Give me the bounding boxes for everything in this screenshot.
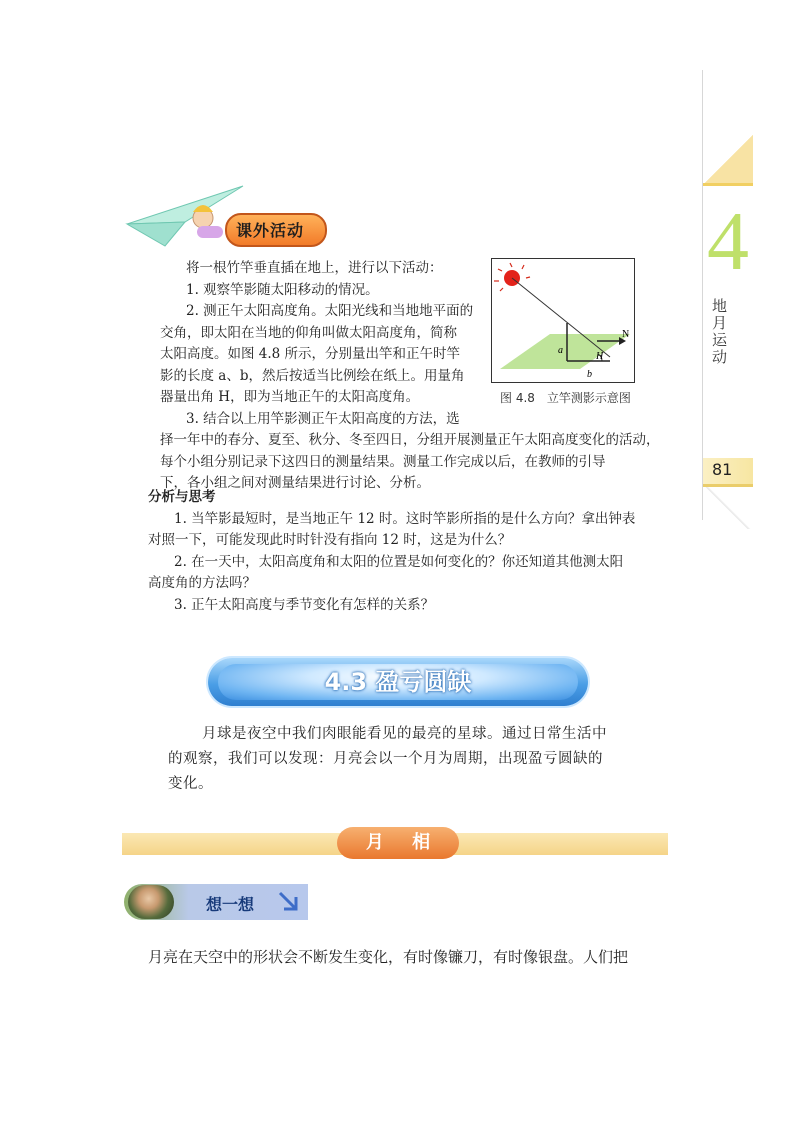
label-b: b xyxy=(587,369,592,380)
paper-plane-illustration xyxy=(125,182,245,252)
intro-line: 变化。 xyxy=(168,776,213,792)
intro-line: 月球是夜空中我们肉眼能看见的最亮的星球。通过日常生活中 xyxy=(202,726,607,742)
activity-body xyxy=(160,258,480,430)
activity-step-3-line: 3. 结合以上用竿影测正午太阳高度的方法，选 xyxy=(186,410,460,427)
activity-step-2-line: 交角，即太阳在当地的仰角叫做太阳高度角，简称 xyxy=(160,324,457,341)
moon-phase-heading: 月 相 xyxy=(365,832,431,853)
analysis-section xyxy=(148,487,708,616)
chapter-tab-bar xyxy=(703,183,753,186)
activity-step-3-line: 择一年中的春分、夏至、秋分、冬至四日，分组开展测量正午太阳高度变化的活动， xyxy=(160,432,660,448)
body-text-line: 月亮在天空中的形状会不断发生变化，有时像镰刀，有时像银盘。人们把 xyxy=(148,948,629,966)
activity-step-2-line: 器量出角 H，即为当地正午的太阳高度角。 xyxy=(160,389,420,405)
question-1-line: 对照一下，可能发现此时时针没有指向 12 时，这是为什么？ xyxy=(148,532,512,548)
page-number: 81 xyxy=(712,460,733,479)
question-1-line: 1. 当竿影最短时，是当地正午 12 时。这时竿影所指的是什么方向？拿出钟表 xyxy=(174,510,636,527)
page-corner-fold xyxy=(703,487,753,529)
question-2-line: 高度角的方法吗？ xyxy=(148,575,256,591)
chapter-number: 4 xyxy=(707,195,749,288)
label-N: N xyxy=(622,329,630,340)
question-2-line: 2. 在一天中，太阳高度角和太阳的位置是如何变化的？你还知道其他测太阳 xyxy=(174,553,624,570)
analysis-heading: 分析与思考 xyxy=(148,489,216,505)
section-title: 4.3 盈亏圆缺 xyxy=(324,668,472,696)
activity-intro: 将一根竹竿垂直插在地上，进行以下活动： xyxy=(186,260,443,276)
figure-4-8 xyxy=(491,258,635,383)
activity-step-2-line: 影的长度 a、b，然后按适当比例绘在纸上。用量角 xyxy=(160,367,465,384)
activity-step-3 xyxy=(160,430,700,495)
activity-step-2-line: 太阳高度。如图 4.8 所示，分别量出竿和正午时竿 xyxy=(160,346,461,362)
activity-step-1: 1. 观察竿影随太阳移动的情况。 xyxy=(186,281,379,298)
intro-line: 的观察，我们可以发现：月亮会以一个月为周期，出现盈亏圆缺的 xyxy=(168,751,603,767)
chapter-title: 地月运动 xyxy=(712,297,728,366)
activity-label: 课外活动 xyxy=(236,221,305,240)
student-photo xyxy=(128,885,174,919)
figure-caption: 图 4.8 立竿测影示意图 xyxy=(500,391,631,405)
activity-step-2-line: 2. 测正午太阳高度角。太阳光线和当地地平面的 xyxy=(186,303,474,319)
think-label: 想一想 xyxy=(206,895,255,914)
chapter-tab-triangle xyxy=(703,135,753,185)
pole-shadow-diagram xyxy=(492,259,634,382)
arrow-down-right-icon xyxy=(276,889,302,915)
activity-step-3-line: 下，各小组之间对测量结果进行讨论、分析。 xyxy=(160,475,430,491)
question-3: 3. 正午太阳高度与季节变化有怎样的关系？ xyxy=(174,596,435,613)
label-a: a xyxy=(558,345,563,356)
activity-step-3-line: 每个小组分别记录下这四日的测量结果。测量工作完成以后，在教师的引导 xyxy=(160,453,606,470)
section-intro xyxy=(168,722,648,797)
label-H: H xyxy=(596,351,604,362)
